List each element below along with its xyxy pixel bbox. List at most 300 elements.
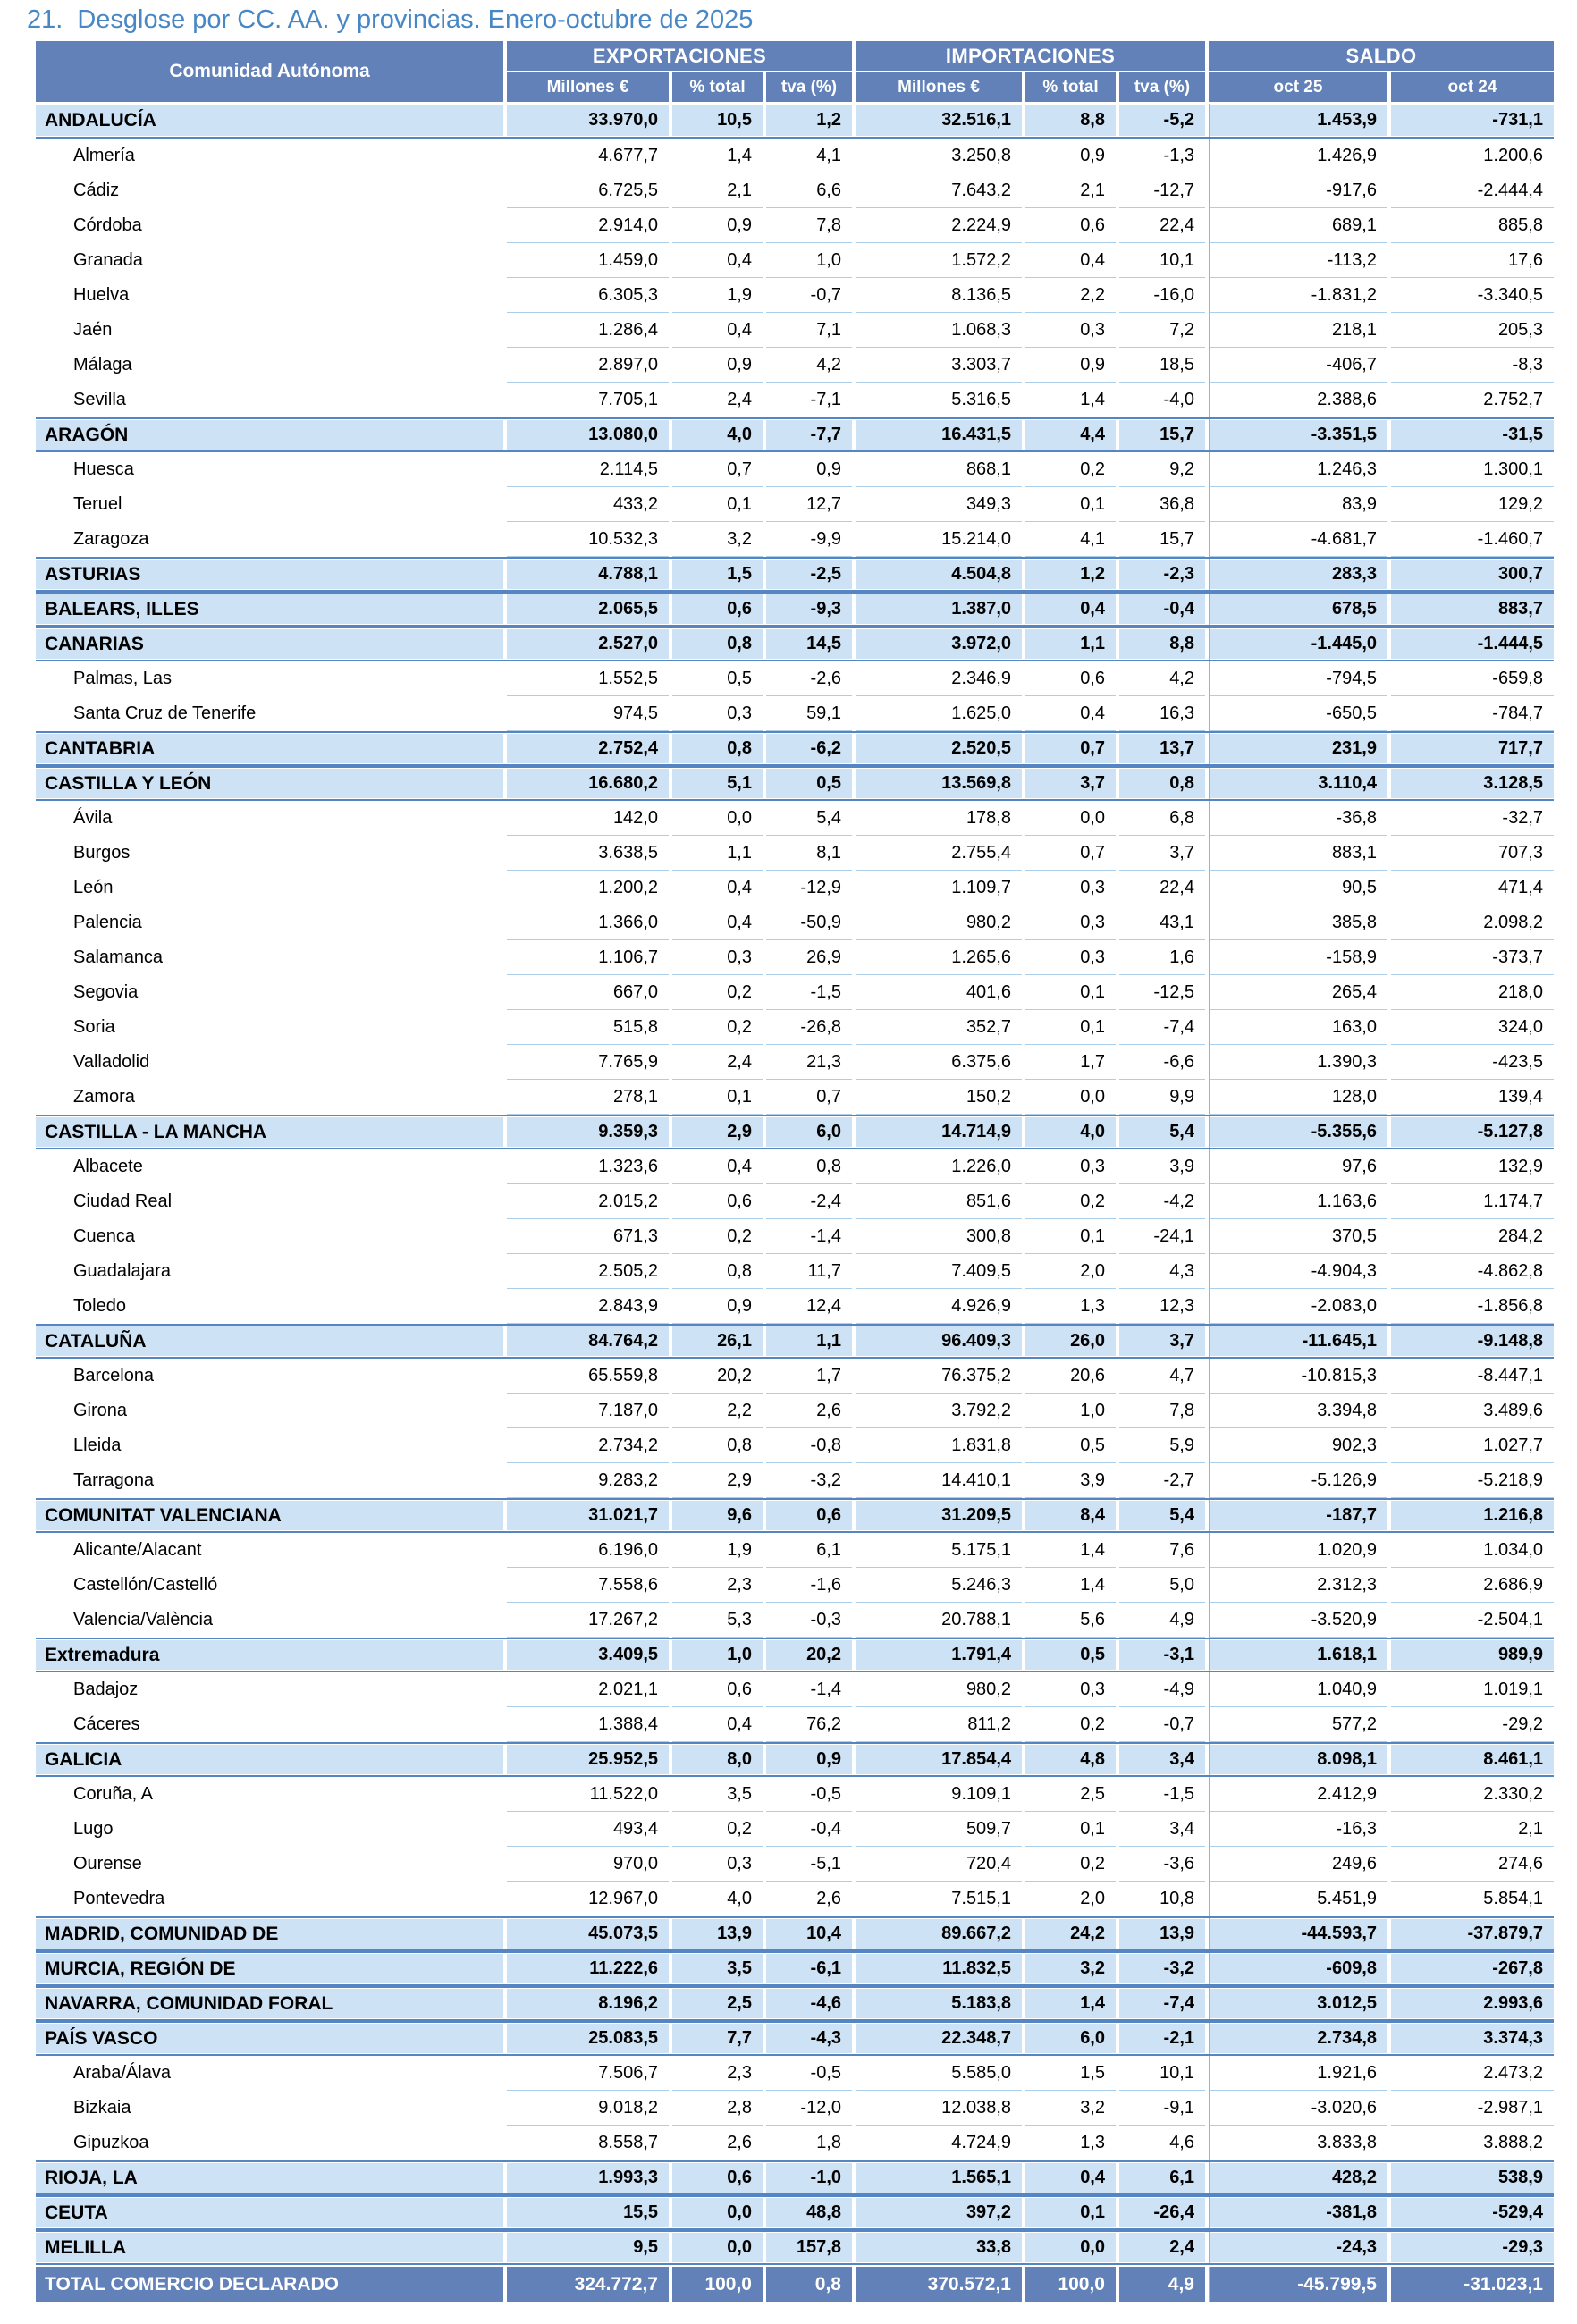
cell-imp-millones: 5.175,1	[856, 1533, 1022, 1568]
cell-exp-pct: 5,1	[672, 768, 763, 799]
cell-imp-millones: 3.303,7	[856, 348, 1022, 383]
cell-exp-tva: -1,4	[766, 1672, 852, 1707]
cell-saldo-oct25: -794,5	[1209, 661, 1387, 696]
cell-exp-tva: 21,3	[766, 1045, 852, 1080]
cell-imp-pct: 0,6	[1025, 661, 1116, 696]
cell-saldo-oct25: -36,8	[1209, 801, 1387, 836]
table-row	[36, 1115, 1554, 1149]
table-row	[36, 2021, 1554, 2056]
cell-imp-pct: 1,4	[1025, 1533, 1116, 1568]
cell-saldo-oct24: 218,0	[1391, 975, 1554, 1010]
cell-exp-millones: 1.106,7	[507, 940, 669, 975]
cell-exp-millones: 25.952,5	[507, 1744, 669, 1775]
cell-imp-pct: 3,7	[1025, 768, 1116, 799]
cell-imp-millones: 1.831,8	[856, 1428, 1022, 1463]
row-label: Toledo	[73, 1296, 126, 1316]
cell-saldo-oct24: -8,3	[1391, 348, 1554, 383]
cell-saldo-oct25: -158,9	[1209, 940, 1387, 975]
cell-imp-pct: 0,3	[1025, 1672, 1116, 1707]
cell-saldo-oct24: 2.686,9	[1391, 1568, 1554, 1603]
cell-exp-pct: 2,1	[672, 173, 763, 208]
table-row	[36, 1672, 1554, 1707]
cell-imp-millones: 96.409,3	[856, 1326, 1022, 1357]
cell-saldo-oct24: 538,9	[1391, 2162, 1554, 2193]
cell-imp-millones: 720,4	[856, 1847, 1022, 1882]
cell-exp-millones: 142,0	[507, 801, 669, 836]
table-row	[36, 1498, 1554, 1533]
table-row	[36, 1742, 1554, 1777]
row-label: RIOJA, LA	[36, 2162, 503, 2193]
row-label: Málaga	[73, 355, 132, 375]
cell-imp-pct: 1,4	[1025, 383, 1116, 417]
cell-exp-pct: 7,7	[672, 2023, 763, 2054]
cell-exp-pct: 0,8	[672, 1428, 763, 1463]
cell-exp-pct: 2,2	[672, 1394, 763, 1428]
row-label: GALICIA	[36, 1744, 503, 1775]
cell-imp-pct: 8,4	[1025, 1500, 1116, 1531]
cell-exp-millones: 2.114,5	[507, 452, 669, 487]
table-row	[36, 1603, 1554, 1638]
cell-imp-tva: -1,5	[1119, 1777, 1205, 1812]
cell-exp-tva: 10,4	[766, 1918, 852, 1949]
cell-saldo-oct24: -31,5	[1391, 419, 1554, 450]
table-row	[36, 1045, 1554, 1080]
cell-saldo-oct25: -113,2	[1209, 243, 1387, 278]
cell-saldo-oct24: -2.444,4	[1391, 173, 1554, 208]
cell-exp-pct: 3,2	[672, 522, 763, 557]
cell-imp-millones: 6.375,6	[856, 1045, 1022, 1080]
cell-imp-tva: 10,1	[1119, 243, 1205, 278]
cell-imp-tva: -5,2	[1119, 104, 1205, 137]
cell-imp-millones: 8.136,5	[856, 278, 1022, 313]
table-body	[36, 104, 1554, 2302]
cell-imp-tva: -12,5	[1119, 975, 1205, 1010]
cell-imp-millones: 16.431,5	[856, 419, 1022, 450]
cell-imp-millones: 14.410,1	[856, 1463, 1022, 1498]
table-row	[36, 348, 1554, 383]
cell-imp-millones: 370.572,1	[856, 2267, 1022, 2302]
cell-saldo-oct24: 139,4	[1391, 1080, 1554, 1115]
cell-imp-millones: 22.348,7	[856, 2023, 1022, 2054]
cell-exp-tva: -1,5	[766, 975, 852, 1010]
cell-imp-pct: 1,3	[1025, 2126, 1116, 2160]
row-label: Valladolid	[73, 1052, 150, 1072]
cell-saldo-oct24: 129,2	[1391, 487, 1554, 522]
cell-exp-pct: 0,2	[672, 1812, 763, 1847]
cell-exp-tva: -1,0	[766, 2162, 852, 2193]
table-row	[36, 1149, 1554, 1184]
table-row	[36, 801, 1554, 836]
cell-saldo-oct24: 2.330,2	[1391, 1777, 1554, 1812]
cell-exp-millones: 8.558,7	[507, 2126, 669, 2160]
cell-exp-millones: 1.459,0	[507, 243, 669, 278]
cell-exp-pct: 2,4	[672, 383, 763, 417]
cell-exp-tva: 4,2	[766, 348, 852, 383]
cell-imp-tva: 4,9	[1119, 2267, 1205, 2302]
cell-saldo-oct24: -267,8	[1391, 1953, 1554, 1984]
cell-exp-pct: 0,9	[672, 1289, 763, 1324]
cell-saldo-oct25: 249,6	[1209, 1847, 1387, 1882]
cell-exp-millones: 1.993,3	[507, 2162, 669, 2193]
cell-saldo-oct24: 300,7	[1391, 559, 1554, 590]
cell-exp-pct: 1,5	[672, 559, 763, 590]
cell-imp-pct: 0,5	[1025, 1428, 1116, 1463]
table-row	[36, 1289, 1554, 1324]
cell-exp-millones: 2.505,2	[507, 1254, 669, 1289]
table-row	[36, 1812, 1554, 1847]
cell-imp-millones: 31.209,5	[856, 1500, 1022, 1531]
cell-saldo-oct25: 231,9	[1209, 733, 1387, 764]
cell-exp-millones: 9.018,2	[507, 2091, 669, 2126]
cell-exp-tva: 1,7	[766, 1359, 852, 1394]
cell-exp-tva: 12,7	[766, 487, 852, 522]
cell-saldo-oct25: -1.831,2	[1209, 278, 1387, 313]
cell-imp-pct: 20,6	[1025, 1359, 1116, 1394]
cell-exp-millones: 7.705,1	[507, 383, 669, 417]
cell-exp-millones: 671,3	[507, 1219, 669, 1254]
cell-imp-millones: 1.791,4	[856, 1639, 1022, 1671]
cell-saldo-oct25: 5.451,9	[1209, 1882, 1387, 1916]
cell-imp-pct: 3,2	[1025, 2091, 1116, 2126]
cell-exp-tva: 0,9	[766, 1744, 852, 1775]
table-row	[36, 592, 1554, 627]
cell-imp-tva: 8,8	[1119, 628, 1205, 660]
cell-saldo-oct25: 218,1	[1209, 313, 1387, 348]
cell-imp-tva: -2,7	[1119, 1463, 1205, 1498]
cell-exp-millones: 25.083,5	[507, 2023, 669, 2054]
cell-imp-pct: 3,9	[1025, 1463, 1116, 1498]
cell-saldo-oct25: -45.799,5	[1209, 2267, 1387, 2302]
cell-saldo-oct25: -5.126,9	[1209, 1463, 1387, 1498]
cell-imp-tva: 7,8	[1119, 1394, 1205, 1428]
cell-exp-tva: -6,1	[766, 1953, 852, 1984]
cell-saldo-oct25: 1.040,9	[1209, 1672, 1387, 1707]
cell-exp-pct: 0,0	[672, 2197, 763, 2228]
cell-exp-pct: 2,9	[672, 1463, 763, 1498]
cell-saldo-oct24: -1.444,5	[1391, 628, 1554, 660]
table-row	[36, 1359, 1554, 1394]
cell-imp-tva: 9,9	[1119, 1080, 1205, 1115]
column-header-comunidad: Comunidad Autónoma	[36, 41, 503, 102]
cell-imp-tva: 4,6	[1119, 2126, 1205, 2160]
cell-imp-pct: 0,9	[1025, 348, 1116, 383]
row-label: León	[73, 878, 114, 897]
row-label: Granada	[73, 250, 143, 270]
table-row	[36, 139, 1554, 173]
cell-saldo-oct24: 2.993,6	[1391, 1988, 1554, 2019]
cell-exp-millones: 2.897,0	[507, 348, 669, 383]
cell-saldo-oct24: -5.218,9	[1391, 1463, 1554, 1498]
row-label: NAVARRA, COMUNIDAD FORAL	[36, 1988, 503, 2019]
cell-imp-pct: 0,5	[1025, 1639, 1116, 1671]
cell-imp-millones: 397,2	[856, 2197, 1022, 2228]
table-row	[36, 2267, 1554, 2302]
table-row	[36, 1394, 1554, 1428]
cell-saldo-oct24: -29,3	[1391, 2232, 1554, 2263]
cell-imp-tva: -2,3	[1119, 559, 1205, 590]
cell-exp-millones: 493,4	[507, 1812, 669, 1847]
cell-imp-tva: 7,6	[1119, 1533, 1205, 1568]
cell-imp-millones: 33,8	[856, 2232, 1022, 2263]
row-label: Sevilla	[73, 390, 126, 409]
cell-exp-millones: 7.187,0	[507, 1394, 669, 1428]
cell-exp-tva: 11,7	[766, 1254, 852, 1289]
cell-imp-pct: 0,4	[1025, 594, 1116, 625]
cell-saldo-oct25: -406,7	[1209, 348, 1387, 383]
cell-saldo-oct25: 1.453,9	[1209, 104, 1387, 137]
cell-saldo-oct25: 428,2	[1209, 2162, 1387, 2193]
cell-saldo-oct25: 97,6	[1209, 1149, 1387, 1184]
table-row	[36, 2195, 1554, 2230]
cell-imp-millones: 2.520,5	[856, 733, 1022, 764]
cell-exp-tva: 1,8	[766, 2126, 852, 2160]
cell-saldo-oct24: 885,8	[1391, 208, 1554, 243]
cell-exp-millones: 2.015,2	[507, 1184, 669, 1219]
row-label: COMUNITAT VALENCIANA	[36, 1500, 503, 1531]
table-row	[36, 1882, 1554, 1916]
cell-saldo-oct25: 265,4	[1209, 975, 1387, 1010]
cell-exp-tva: 6,1	[766, 1533, 852, 1568]
cell-exp-tva: 2,6	[766, 1882, 852, 1916]
cell-saldo-oct24: -2.504,1	[1391, 1603, 1554, 1638]
cell-imp-millones: 3.250,8	[856, 139, 1022, 173]
cell-exp-pct: 0,4	[672, 243, 763, 278]
cell-exp-tva: -9,9	[766, 522, 852, 557]
cell-exp-tva: -0,4	[766, 1812, 852, 1847]
cell-exp-tva: 6,6	[766, 173, 852, 208]
cell-exp-pct: 13,9	[672, 1918, 763, 1949]
cell-imp-pct: 5,6	[1025, 1603, 1116, 1638]
cell-exp-tva: -1,6	[766, 1568, 852, 1603]
cell-exp-tva: -0,7	[766, 278, 852, 313]
column-header-exp-pct: % total	[672, 72, 763, 102]
cell-imp-tva: 3,4	[1119, 1744, 1205, 1775]
cell-imp-pct: 4,8	[1025, 1744, 1116, 1775]
cell-exp-millones: 1.286,4	[507, 313, 669, 348]
cell-exp-millones: 6.196,0	[507, 1533, 669, 1568]
column-header-saldo-oct25: oct 25	[1209, 72, 1387, 102]
cell-imp-tva: -3,2	[1119, 1953, 1205, 1984]
row-label: Albacete	[73, 1157, 143, 1176]
table-row	[36, 2056, 1554, 2091]
table-row	[36, 1707, 1554, 1742]
table-row	[36, 243, 1554, 278]
table-row	[36, 2230, 1554, 2265]
column-header-exp-tva: tva (%)	[766, 72, 852, 102]
cell-imp-millones: 1.565,1	[856, 2162, 1022, 2193]
cell-imp-millones: 3.792,2	[856, 1394, 1022, 1428]
cell-imp-tva: 43,1	[1119, 905, 1205, 940]
cell-exp-millones: 15,5	[507, 2197, 669, 2228]
row-label: Lugo	[73, 1819, 114, 1839]
cell-saldo-oct24: 8.461,1	[1391, 1744, 1554, 1775]
cell-imp-tva: 12,3	[1119, 1289, 1205, 1324]
cell-imp-pct: 0,4	[1025, 243, 1116, 278]
cell-imp-pct: 0,0	[1025, 1080, 1116, 1115]
cell-saldo-oct25: -2.083,0	[1209, 1289, 1387, 1324]
cell-exp-pct: 4,0	[672, 419, 763, 450]
cell-saldo-oct24: 3.489,6	[1391, 1394, 1554, 1428]
cell-saldo-oct24: -373,7	[1391, 940, 1554, 975]
cell-imp-tva: -26,4	[1119, 2197, 1205, 2228]
cell-exp-millones: 7.506,7	[507, 2056, 669, 2091]
row-label: Gipuzkoa	[73, 2133, 149, 2152]
cell-imp-pct: 0,4	[1025, 696, 1116, 731]
cell-imp-millones: 11.832,5	[856, 1953, 1022, 1984]
cell-imp-millones: 1.572,2	[856, 243, 1022, 278]
cell-imp-tva: 7,2	[1119, 313, 1205, 348]
cell-exp-pct: 10,5	[672, 104, 763, 137]
cell-saldo-oct25: 2.412,9	[1209, 1777, 1387, 1812]
cell-imp-millones: 1.387,0	[856, 594, 1022, 625]
row-label: Castellón/Castelló	[73, 1575, 218, 1595]
row-label: CASTILLA - LA MANCHA	[36, 1116, 503, 1148]
cell-imp-pct: 0,3	[1025, 905, 1116, 940]
cell-imp-pct: 4,0	[1025, 1116, 1116, 1148]
cell-saldo-oct24: 717,7	[1391, 733, 1554, 764]
cell-exp-tva: -2,6	[766, 661, 852, 696]
cell-imp-tva: 15,7	[1119, 522, 1205, 557]
cell-saldo-oct24: -3.340,5	[1391, 278, 1554, 313]
table-row	[36, 940, 1554, 975]
cell-imp-pct: 26,0	[1025, 1326, 1116, 1357]
row-label: TOTAL COMERCIO DECLARADO	[36, 2267, 503, 2302]
cell-imp-pct: 2,2	[1025, 278, 1116, 313]
cell-imp-tva: -12,7	[1119, 173, 1205, 208]
cell-saldo-oct25: -4.904,3	[1209, 1254, 1387, 1289]
cell-imp-tva: 13,9	[1119, 1918, 1205, 1949]
cell-imp-tva: -3,1	[1119, 1639, 1205, 1671]
cell-imp-millones: 9.109,1	[856, 1777, 1022, 1812]
cell-exp-pct: 2,3	[672, 1568, 763, 1603]
cell-exp-tva: 8,1	[766, 836, 852, 871]
cell-saldo-oct25: -3.520,9	[1209, 1603, 1387, 1638]
cell-imp-pct: 1,4	[1025, 1988, 1116, 2019]
cell-exp-tva: -2,5	[766, 559, 852, 590]
table-row	[36, 208, 1554, 243]
cell-exp-pct: 0,1	[672, 1080, 763, 1115]
table-row	[36, 1254, 1554, 1289]
cell-exp-tva: 14,5	[766, 628, 852, 660]
row-label: Huesca	[73, 459, 134, 479]
cell-saldo-oct25: 3.394,8	[1209, 1394, 1387, 1428]
cell-exp-millones: 13.080,0	[507, 419, 669, 450]
row-label: CASTILLA Y LEÓN	[36, 768, 503, 799]
cell-imp-millones: 12.038,8	[856, 2091, 1022, 2126]
cell-imp-pct: 0,1	[1025, 1010, 1116, 1045]
column-header-saldo-oct24: oct 24	[1391, 72, 1554, 102]
cell-exp-pct: 26,1	[672, 1326, 763, 1357]
cell-saldo-oct25: -16,3	[1209, 1812, 1387, 1847]
column-header-imp-millones: Millones €	[856, 72, 1022, 102]
cell-exp-tva: 1,2	[766, 104, 852, 137]
cell-saldo-oct25: 3.012,5	[1209, 1988, 1387, 2019]
cell-imp-tva: -0,4	[1119, 594, 1205, 625]
row-label: Segovia	[73, 982, 139, 1002]
cell-imp-pct: 0,7	[1025, 836, 1116, 871]
cell-exp-pct: 0,4	[672, 1707, 763, 1742]
cell-saldo-oct24: 2.752,7	[1391, 383, 1554, 417]
cell-exp-tva: 7,1	[766, 313, 852, 348]
cell-imp-pct: 4,4	[1025, 419, 1116, 450]
table-row	[36, 975, 1554, 1010]
cell-exp-millones: 4.677,7	[507, 139, 669, 173]
cell-imp-tva: -3,6	[1119, 1847, 1205, 1882]
row-label: MELILLA	[36, 2232, 503, 2263]
cell-imp-pct: 0,1	[1025, 2197, 1116, 2228]
cell-saldo-oct24: 3.888,2	[1391, 2126, 1554, 2160]
cell-exp-millones: 3.638,5	[507, 836, 669, 871]
cell-exp-tva: 6,0	[766, 1116, 852, 1148]
row-label: ANDALUCÍA	[36, 104, 503, 137]
table-row	[36, 1080, 1554, 1115]
cell-imp-millones: 32.516,1	[856, 104, 1022, 137]
cell-saldo-oct24: 707,3	[1391, 836, 1554, 871]
row-label: Ourense	[73, 1854, 142, 1874]
cell-imp-pct: 2,0	[1025, 1882, 1116, 1916]
cell-exp-tva: 7,8	[766, 208, 852, 243]
cell-imp-tva: 3,9	[1119, 1149, 1205, 1184]
cell-exp-pct: 0,4	[672, 905, 763, 940]
cell-exp-pct: 4,0	[672, 1882, 763, 1916]
cell-exp-tva: -12,9	[766, 871, 852, 905]
table-row	[36, 1463, 1554, 1498]
cell-imp-tva: 9,2	[1119, 452, 1205, 487]
row-label: Almería	[73, 146, 135, 165]
cell-imp-pct: 4,1	[1025, 522, 1116, 557]
row-label: BALEARS, ILLES	[36, 594, 503, 625]
cell-exp-pct: 0,3	[672, 940, 763, 975]
cell-imp-millones: 349,3	[856, 487, 1022, 522]
cell-exp-pct: 0,8	[672, 733, 763, 764]
cell-exp-tva: 0,7	[766, 1080, 852, 1115]
cell-exp-pct: 1,4	[672, 139, 763, 173]
trade-table	[36, 41, 1554, 2302]
table-row	[36, 487, 1554, 522]
cell-imp-tva: -0,7	[1119, 1707, 1205, 1742]
cell-imp-millones: 15.214,0	[856, 522, 1022, 557]
row-label: Extremadura	[36, 1639, 503, 1671]
cell-exp-pct: 0,3	[672, 1847, 763, 1882]
row-label: Zaragoza	[73, 529, 149, 549]
row-label: CANTABRIA	[36, 733, 503, 764]
row-label: Palmas, Las	[73, 669, 173, 688]
cell-exp-millones: 1.200,2	[507, 871, 669, 905]
cell-exp-tva: -6,2	[766, 733, 852, 764]
cell-saldo-oct24: 1.034,0	[1391, 1533, 1554, 1568]
cell-saldo-oct25: -11.645,1	[1209, 1326, 1387, 1357]
cell-exp-pct: 0,4	[672, 1149, 763, 1184]
cell-exp-millones: 8.196,2	[507, 1988, 669, 2019]
cell-imp-millones: 980,2	[856, 905, 1022, 940]
row-label: PAÍS VASCO	[36, 2023, 503, 2054]
table-row	[36, 383, 1554, 417]
cell-saldo-oct25: 128,0	[1209, 1080, 1387, 1115]
cell-saldo-oct25: 90,5	[1209, 871, 1387, 905]
cell-saldo-oct24: 1.216,8	[1391, 1500, 1554, 1531]
cell-imp-millones: 5.585,0	[856, 2056, 1022, 2091]
table-row	[36, 836, 1554, 871]
cell-saldo-oct25: 678,5	[1209, 594, 1387, 625]
table-row	[36, 1184, 1554, 1219]
cell-imp-millones: 4.504,8	[856, 559, 1022, 590]
cell-saldo-oct25: 370,5	[1209, 1219, 1387, 1254]
row-label: CATALUÑA	[36, 1326, 503, 1357]
cell-exp-pct: 8,0	[672, 1744, 763, 1775]
cell-imp-pct: 0,1	[1025, 1219, 1116, 1254]
cell-exp-tva: 0,5	[766, 768, 852, 799]
cell-imp-millones: 1.109,7	[856, 871, 1022, 905]
